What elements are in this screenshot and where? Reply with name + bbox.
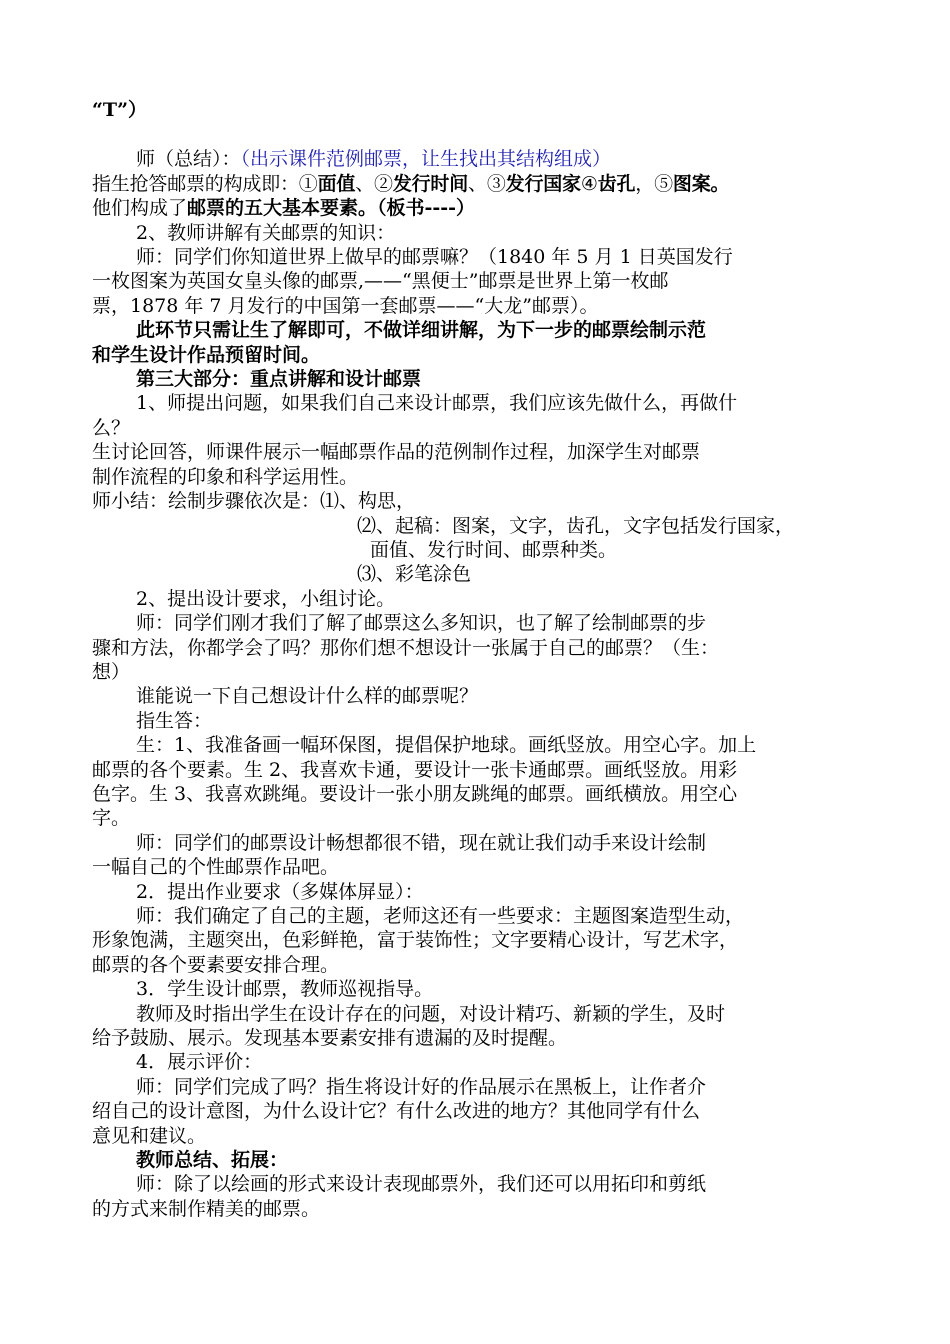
text-line: 师：除了以绘画的形式来设计表现邮票外，我们还可以用拓印和剪纸: [136, 1173, 707, 1196]
text-line: 字。: [92, 807, 131, 830]
text-line: 票，1878 年 7 月发行的中国第一套邮票——“大龙”邮票）。: [92, 294, 599, 317]
text-line: 此环节只需让生了解即可，不做详细讲解，为下一步的邮票绘制示范: [136, 319, 707, 342]
bold-term: 面值: [317, 172, 356, 195]
text-line: 师小结：绘制步骤依次是：⑴、构思，: [92, 490, 416, 513]
text-span: 、②: [355, 172, 393, 195]
text-line: 的方式来制作精美的邮票。: [92, 1197, 321, 1220]
text-line: 邮票的各个要素。生 2、我喜欢卡通，要设计一张卡通邮票。画纸竖放。用彩: [92, 758, 738, 781]
step-line: ⑵、起稿：图案，文字，齿孔，文字包括发行国家，: [357, 514, 795, 537]
text-line: 2．提出作业要求（多媒体屏显）：: [136, 880, 424, 903]
text-span: 指生抢答邮票的构成即：①: [92, 172, 318, 195]
text-span: ④: [580, 172, 598, 195]
text-line: 师：我们确定了自己的主题，老师这还有一些要求：主题图案造型生动，: [136, 905, 745, 927]
text-line: 色字。生 3、我喜欢跳绳。要设计一张小朋友跳绳的邮票。画纸横放。用空心: [92, 782, 738, 805]
bold-term: 发行国家: [505, 172, 581, 195]
text-line: 形象饱满，主题突出，色彩鲜艳，富于装饰性；文字要精心设计，写艺术字，: [92, 929, 739, 952]
text-line: 骤和方法，你都学会了吗？那你们想不想设计一张属于自己的邮票？（生：: [92, 636, 720, 659]
text-line: 师：同学们的邮票设计畅想都很不错，现在就让我们动手来设计绘制: [136, 831, 707, 854]
text-line: [92, 147, 822, 171]
section-heading: 教师总结、拓展：: [136, 1149, 289, 1172]
text-line: 4．展示评价：: [136, 1051, 263, 1074]
text-line: 2、教师讲解有关邮票的知识：: [136, 221, 396, 244]
text-line: 制作流程的印象和科学运用性。: [92, 465, 359, 488]
text-line: 2、提出设计要求，小组讨论。: [136, 587, 396, 610]
text-line: 一枚图案为英国女皇头像的邮票,——“黑便士”邮票是世界上第一枚邮: [92, 270, 669, 293]
text-line: 给予鼓励、展示。发现基本要素安排有遗漏的及时提醒。: [92, 1027, 568, 1050]
section-heading: 第三大部分：重点讲解和设计邮票: [136, 368, 422, 391]
text-line: 生：1、我准备画一幅环保图，提倡保护地球。画纸竖放。用空心字。加上: [136, 734, 757, 757]
step-line: ⑶、彩笔涂色: [357, 563, 472, 586]
text-line: 生讨论回答，师课件展示一幅邮票作品的范例制作过程，加深学生对邮票: [92, 441, 701, 464]
text-line: 想）: [92, 660, 131, 683]
text-line: 师：同学们刚才我们了解了邮票这么多知识，也了解了绘制邮票的步: [136, 612, 707, 635]
text-line: 和学生设计作品预留时间。: [92, 343, 321, 366]
text-line: [92, 172, 822, 196]
text-line: 1、师提出问题，如果我们自己来设计邮票，我们应该先做什么，再做什: [136, 392, 738, 415]
text-line: 师：同学们你知道世界上做早的邮票嘛？（1840 年 5 月 1 日英国发行: [136, 246, 733, 269]
text-span: 他们构成了: [92, 197, 188, 220]
text-line: 谁能说一下自己想设计什么样的邮票呢？: [136, 685, 479, 708]
text-span: ，⑤: [635, 172, 673, 195]
bold-term: 发行时间: [392, 172, 469, 195]
text-line: 绍自己的设计意图，为什么设计它？有什么改进的地方？其他同学有什么: [92, 1100, 701, 1123]
text-line: “T”）: [92, 99, 147, 121]
text-span: 、③: [468, 172, 506, 195]
text-line: 教师及时指出学生在设计存在的问题，对设计精巧、新颖的学生，及时: [136, 1002, 726, 1025]
bold-term: 图案。: [672, 172, 730, 195]
text-line: 3．学生设计邮票，教师巡视指导。: [136, 978, 434, 1001]
text-line: 意见和建议。: [92, 1124, 207, 1147]
text-span: 师（总结）：: [136, 148, 241, 171]
blank-line: [92, 122, 822, 147]
step-line: 面值、发行时间、邮票种类。: [370, 538, 618, 561]
text-line: 师：同学们完成了吗？指生将设计好的作品展示在黑板上，让作者介: [136, 1075, 707, 1098]
text-line: 指生答：: [136, 709, 213, 732]
bold-term: 邮票的五大基本要素。（板书----）: [187, 197, 476, 220]
text-line: 一幅自己的个性邮票作品吧。: [92, 856, 340, 879]
text-line: [92, 196, 822, 220]
text-line: 邮票的各个要素要安排合理。: [92, 953, 340, 976]
text-line: 么？: [92, 416, 131, 439]
document-body: [92, 98, 822, 1221]
courseware-note: （出示课件范例邮票，让生找出其结构组成）: [240, 148, 612, 171]
bold-term: 齿孔: [597, 172, 636, 195]
